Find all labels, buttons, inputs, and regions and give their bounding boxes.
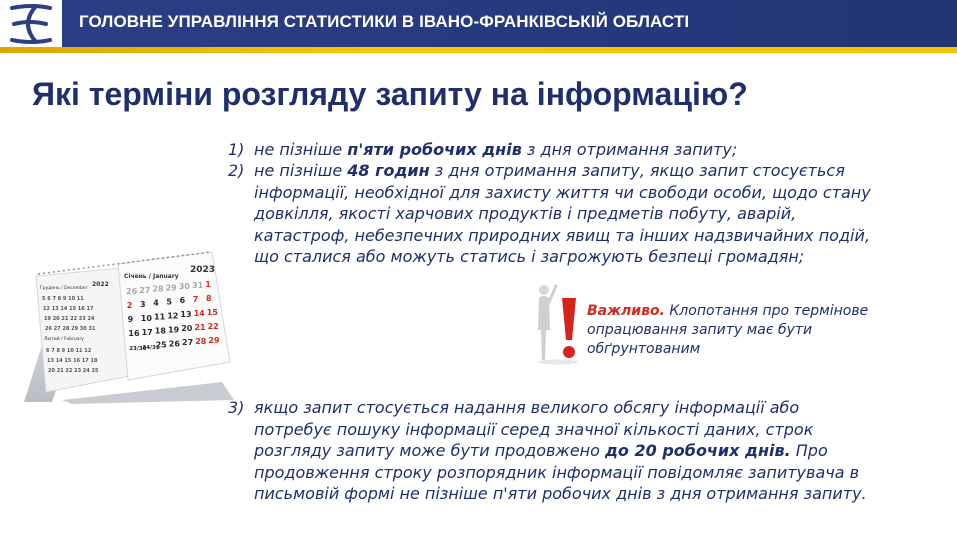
- calendar-day: 26: [126, 287, 138, 296]
- note-text: Клопотання про термінове: [664, 303, 869, 319]
- list-item-number: 1): [228, 140, 245, 159]
- text-line: [254, 139, 737, 161]
- calendar-day: 4: [153, 298, 159, 308]
- desk-calendar-icon: [22, 242, 237, 404]
- text-line: що сталися або можуть статись і загрожують безпеці громадян;: [254, 247, 805, 266]
- list-item-text: [254, 397, 867, 505]
- calendar-day: 30: [178, 282, 190, 292]
- text-line: [254, 160, 871, 182]
- calendar-day: 13: [180, 310, 192, 320]
- calendar-day: 2: [126, 301, 133, 310]
- list-item-1: [228, 139, 938, 161]
- svg-text:6 7 8 9 10 11 12: 6 7 8 9 10 11 12: [46, 348, 92, 354]
- text-run: не пізніше: [254, 161, 348, 180]
- text-line: [254, 440, 867, 462]
- text-run: Про: [790, 441, 828, 460]
- important-note: [587, 302, 927, 359]
- calendar-day: 10: [140, 313, 152, 323]
- svg-text:19 20 21 22 23 24: 19 20 21 22 23 24: [44, 316, 95, 322]
- emphasis-text: до 20 робочих днів.: [605, 441, 791, 460]
- text-line: інформації, необхідної для захисту життя чи свободи особи, щодо стану: [254, 182, 871, 202]
- text-run: не пізніше: [254, 140, 348, 159]
- calendar-month-label: Січень / January: [124, 273, 179, 280]
- svg-text:26 27 28 29 30 31: 26 27 28 29 30 31: [45, 326, 96, 332]
- calendar-day: 21: [194, 323, 206, 332]
- note-text: обґрунтованим: [587, 341, 701, 357]
- calendar-day: 7: [192, 295, 199, 304]
- calendar-day: 25: [155, 340, 167, 350]
- calendar-day: 11: [154, 312, 166, 322]
- exclamation-figure-icon: [532, 280, 584, 365]
- emphasis-text: 48 годин: [347, 161, 430, 180]
- calendar-day: 18: [154, 326, 166, 336]
- calendar-day: 27: [139, 285, 151, 295]
- calendar-prev-year: 2022: [92, 281, 109, 288]
- text-run: з дня отримання запиту;: [521, 140, 738, 159]
- calendar-day: 5: [166, 297, 172, 307]
- list-item-text: [254, 139, 737, 161]
- logo-tile: [0, 0, 62, 47]
- header-accent-stripe: [0, 47, 957, 53]
- list-item-number: 2): [228, 161, 245, 180]
- header-title: ГОЛОВНЕ УПРАВЛІННЯ СТАТИСТИКИ В ІВАНО-ФРАНКІВСЬКІЙ ОБЛАСТІ: [79, 12, 690, 31]
- page-title: Які терміни розгляду запиту на інформацію?: [32, 76, 748, 112]
- calendar-day: 23/30: [129, 346, 147, 352]
- svg-text:12 13 14 15 16 17: 12 13 14 15 16 17: [43, 306, 94, 312]
- calendar-day: 27: [182, 338, 194, 348]
- text-line: катастроф, небезпечних природних явищ та інших надзвичайних подій,: [254, 225, 870, 245]
- calendar-day: 14: [193, 309, 205, 318]
- calendar-day: 12: [167, 311, 179, 321]
- calendar-day: 22: [207, 321, 219, 331]
- calendar-day: 29: [165, 283, 177, 293]
- text-run: розгляду запиту може бути продовжено: [254, 441, 605, 460]
- list-item-2: [228, 160, 938, 270]
- calendar-year: 2023: [190, 265, 216, 275]
- calendar-day: 3: [140, 299, 146, 309]
- text-line: якщо запит стосується надання великого обсягу інформації або: [254, 398, 800, 417]
- important-label: Важливо.: [587, 303, 665, 319]
- calendar-day: 24/31: [142, 344, 160, 351]
- text-run: з дня отримання запиту, якщо запит стосується: [429, 161, 845, 180]
- calendar-day: 8: [206, 293, 212, 303]
- calendar-day: 26: [168, 339, 180, 349]
- svg-text:13 14 15 16 17 18: 13 14 15 16 17 18: [47, 358, 98, 364]
- calendar-day: 1: [205, 279, 211, 289]
- text-line: продовження строку розпорядник інформації повідомляє запитувача в: [254, 462, 860, 482]
- calendar-day: 31: [192, 281, 204, 290]
- text-line: довкілля, якості харчових продуктів і предметів побуту, аварій,: [254, 204, 797, 223]
- svg-text:5 6 7 8 9 10 11: 5 6 7 8 9 10 11: [42, 296, 84, 302]
- calendar-next-month-label: Лютий / February: [44, 337, 84, 342]
- emphasis-text: п'яти робочих днів: [347, 140, 522, 159]
- calendar-day: 17: [141, 327, 153, 337]
- calendar-day: 6: [179, 296, 186, 306]
- text-line: письмовій формі не пізніше п'яти робочих днів з дня отримання запиту.: [254, 484, 867, 503]
- list-item-text: [254, 160, 871, 268]
- list-item-3: [228, 397, 938, 507]
- calendar-day: 29: [208, 335, 220, 345]
- calendar-day: 19: [168, 325, 180, 335]
- calendar-day: 15: [206, 307, 218, 317]
- text-line: потребує пошуку інформації серед значної кількості даних, строк: [254, 419, 814, 439]
- calendar-day: 9: [127, 315, 134, 324]
- calendar-prev-month-label: Грудень / December: [40, 286, 88, 291]
- calendar-day: 16: [128, 329, 140, 338]
- calendar-day: 20: [181, 324, 193, 334]
- calendar-day: 28: [195, 337, 207, 346]
- statistics-logo-icon: [6, 2, 56, 46]
- list-item-number: 3): [228, 398, 245, 417]
- calendar-day: 28: [152, 284, 164, 294]
- svg-text:20 21 22 23 24 25: 20 21 22 23 24 25: [48, 368, 99, 374]
- note-text: опрацювання запиту має бути: [587, 322, 813, 338]
